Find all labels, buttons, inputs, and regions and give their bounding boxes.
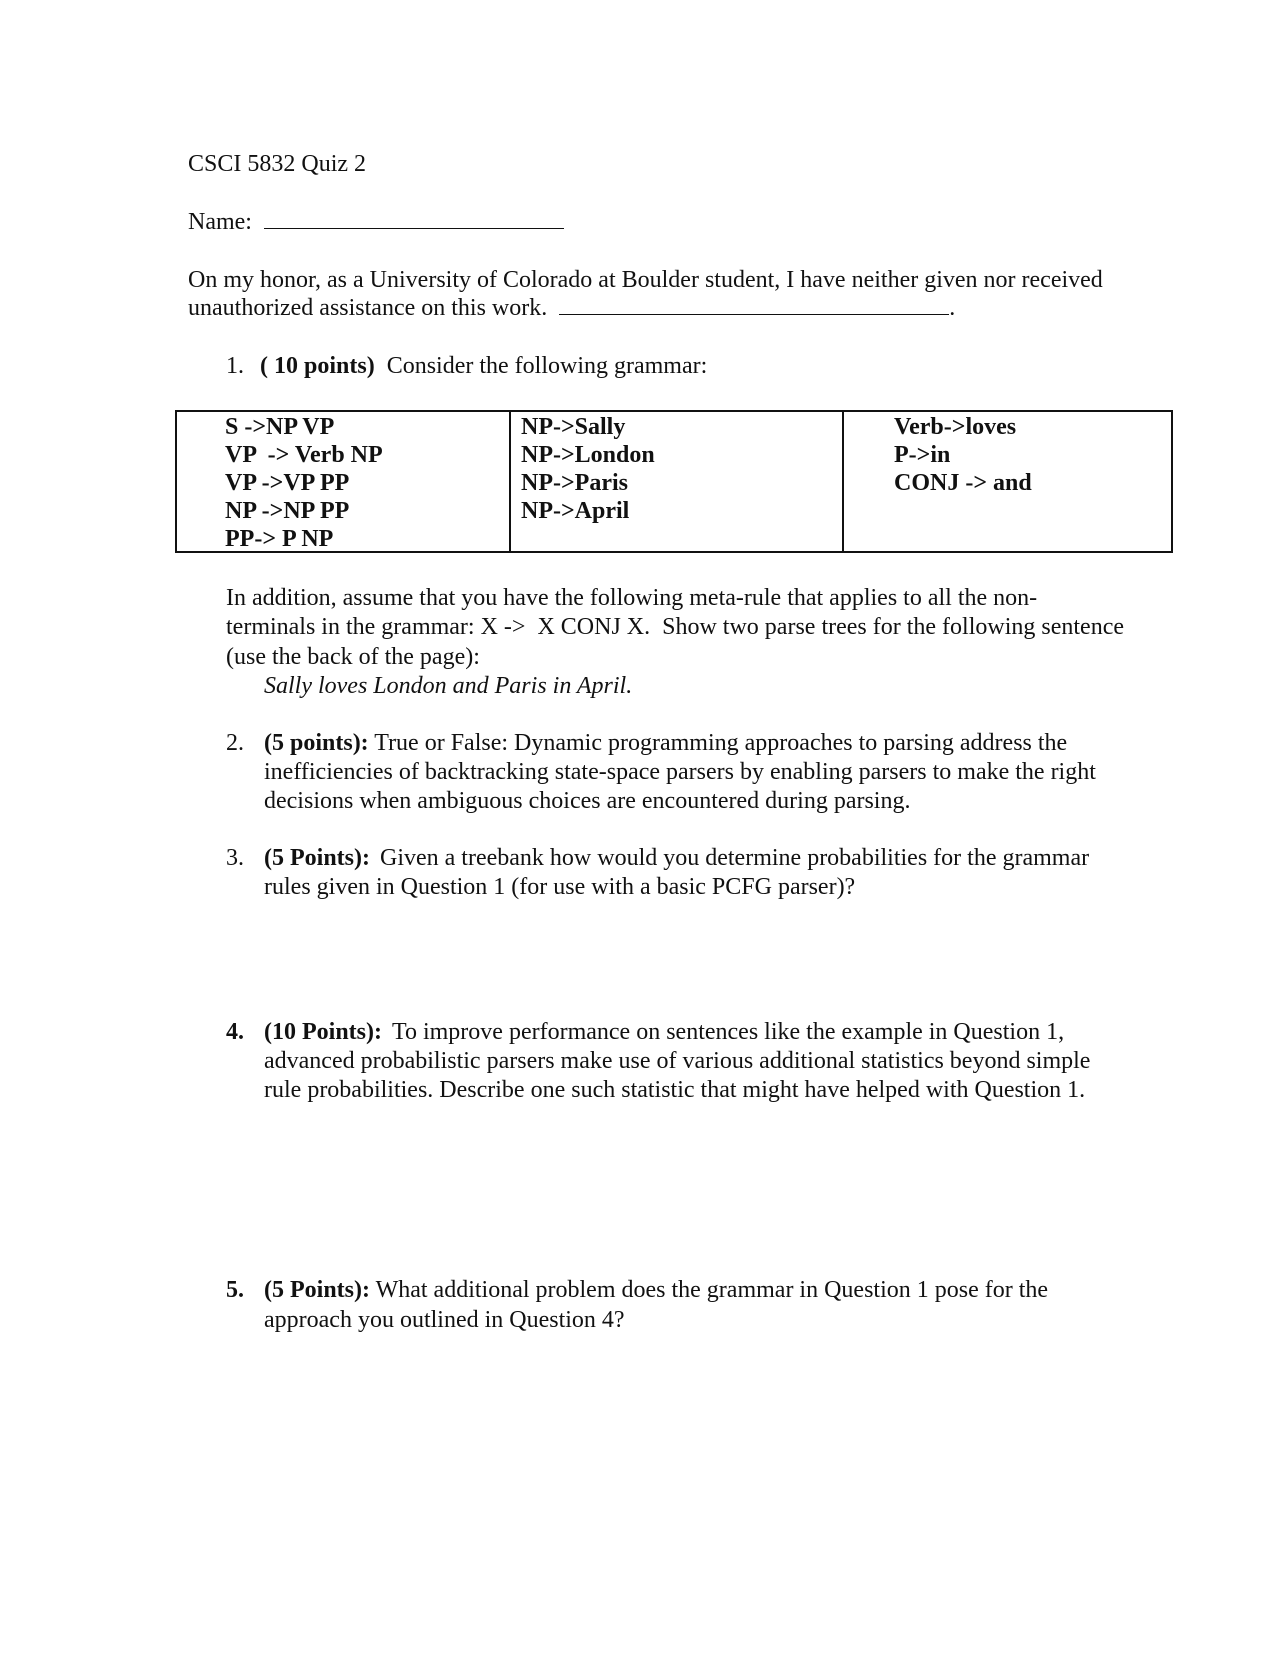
question-1-points: ( 10 points) [260,353,375,379]
question-1-text: Consider the following grammar: [386,353,708,379]
question-5-line-1 [264,1276,1048,1305]
grammar-rule: NP->Paris [521,470,628,496]
grammar-rule: VP -> Verb NP [225,442,383,468]
signature-blank[interactable] [559,294,949,315]
question-4-line-1 [264,1018,1064,1047]
question-2-points: (5 points): [264,730,369,756]
question-2-line-2: inefficiencies of backtracking state-space parsers by enabling parsers to make the right [264,759,1096,785]
name-line [188,208,564,237]
question-2-number: 2. [226,730,244,756]
grammar-column-3 [842,412,1171,551]
grammar-rule: S ->NP VP [225,414,335,440]
question-1-body-line-3: (use the back of the page): [226,644,480,670]
question-5-number: 5. [226,1277,244,1303]
question-4-number: 4. [226,1019,244,1045]
grammar-rule: PP-> P NP [225,526,334,552]
question-4-points: (10 Points): [264,1019,382,1045]
grammar-rule: Verb->loves [894,414,1017,440]
grammar-rule: CONJ -> and [894,470,1032,496]
name-blank[interactable] [264,208,564,229]
honor-line-1: On my honor, as a University of Colorado at Boulder student, I have neither given nor received [188,267,1103,293]
question-2-text: True or False: Dynamic programming approaches to parsing address the [374,730,1068,756]
quiz-title: CSCI 5832 Quiz 2 [188,151,367,177]
honor-period: . [949,295,956,321]
question-4-text: To improve performance on sentences like the example in Question 1, [391,1019,1065,1045]
grammar-column-1 [177,412,509,551]
question-1-body-line-1: In addition, assume that you have the following meta-rule that applies to all the non- [226,585,1038,611]
honor-line-2 [188,294,955,323]
honor-text: unauthorized assistance on this work. [188,295,548,321]
question-1-body-line-2: terminals in the grammar: X -> X CONJ X. Show two parse trees for the following sentence [226,614,1124,640]
question-3-number: 3. [226,845,244,871]
grammar-rule: NP->April [521,498,630,524]
question-3-line-2: rules given in Question 1 (for use with a basic PCFG parser)? [264,874,856,900]
question-5-line-2: approach you outlined in Question 4? [264,1307,625,1333]
grammar-column-2 [509,412,844,551]
question-2-line-3: decisions when ambiguous choices are encountered during parsing. [264,788,911,814]
grammar-rule: VP ->VP PP [225,470,350,496]
question-3-points: (5 Points): [264,845,370,871]
question-5-points: (5 Points): [264,1277,370,1303]
question-2-line-1 [264,729,1067,758]
question-3-text: Given a treebank how would you determine probabilities for the grammar [379,845,1090,871]
grammar-rule: NP ->NP PP [225,498,350,524]
grammar-rule: P->in [894,442,951,468]
grammar-rule: NP->Sally [521,414,626,440]
question-1-header [226,352,707,381]
question-4-line-3: rule probabilities. Describe one such statistic that might have helped with Question 1. [264,1077,1086,1103]
grammar-table [175,410,1173,553]
grammar-rule: NP->London [521,442,655,468]
name-label: Name: [188,209,252,235]
question-1-number: 1. [226,353,244,379]
question-4-line-2: advanced probabilistic parsers make use of various additional statistics beyond simple [264,1048,1091,1074]
question-5-text: What additional problem does the grammar in Question 1 pose for the [375,1277,1049,1303]
question-3-line-1 [264,844,1089,873]
example-sentence: Sally loves London and Paris in April. [264,673,633,699]
